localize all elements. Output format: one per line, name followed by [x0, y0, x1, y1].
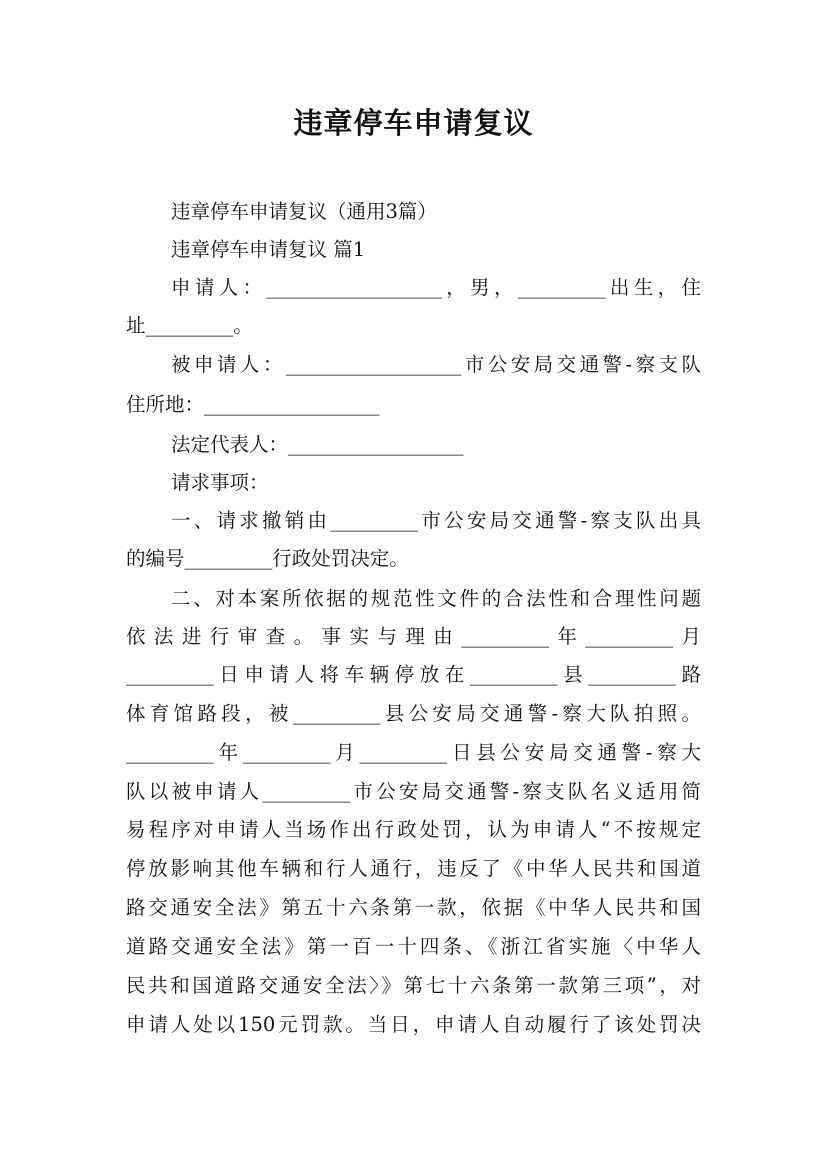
section-heading: 违章停车申请复议 篇1 [171, 238, 366, 261]
body-line: 路交通安全法》第五十六条第一款，依据《中华人民共和国 [126, 896, 701, 919]
body-line: 队以被申请人_________市公安局交通警-察支队名义适用简 [126, 780, 701, 803]
body-line: 停放影响其他车辆和行人通行，违反了《中华人民共和国道 [126, 857, 701, 880]
body-line: _________日申请人将车辆停放在_________县_________路 [126, 663, 701, 686]
body-line: 二、对本案所依据的规范性文件的合法性和合理性问题 [171, 587, 701, 610]
body-line: 民共和国道路交通安全法〉》第七十六条第一款第三项”，对 [126, 974, 701, 997]
subtitle-line: 违章停车申请复议（通用3篇） [171, 200, 437, 223]
body-line: 申请人处以150元罚款。当日，申请人自动履行了该处罚决 [126, 1013, 701, 1036]
body-line: 道路交通安全法》第一百一十四条、《浙江省实施〈中华人 [126, 935, 701, 958]
body-line: 申请人：__________________，男，_________出生，住 [171, 276, 701, 299]
body-line: 法定代表人：__________________ [171, 433, 464, 456]
body-line: 一、请求撤销由_________市公安局交通警-察支队出具 [171, 509, 701, 532]
body-line: 易程序对申请人当场作出行政处罚，认为申请人“不按规定 [126, 818, 701, 841]
body-line: 被申请人：__________________市公安局交通警-察支队 [171, 353, 701, 376]
body-line: _________年_________月_________日县公安局交通警-察大 [126, 741, 701, 764]
body-line: 依法进行审查。事实与理由_________年_________月 [126, 625, 701, 648]
body-line: 住所地：__________________ [126, 393, 380, 416]
document-title: 违章停车申请复议 [293, 106, 534, 140]
body-line: 请求事项： [171, 471, 269, 494]
body-line: 体育馆路段，被_________县公安局交通警-察大队拍照。 [126, 702, 701, 725]
body-line: 址_________。 [126, 314, 253, 337]
body-line: 的编号_________行政处罚决定。 [126, 547, 409, 570]
